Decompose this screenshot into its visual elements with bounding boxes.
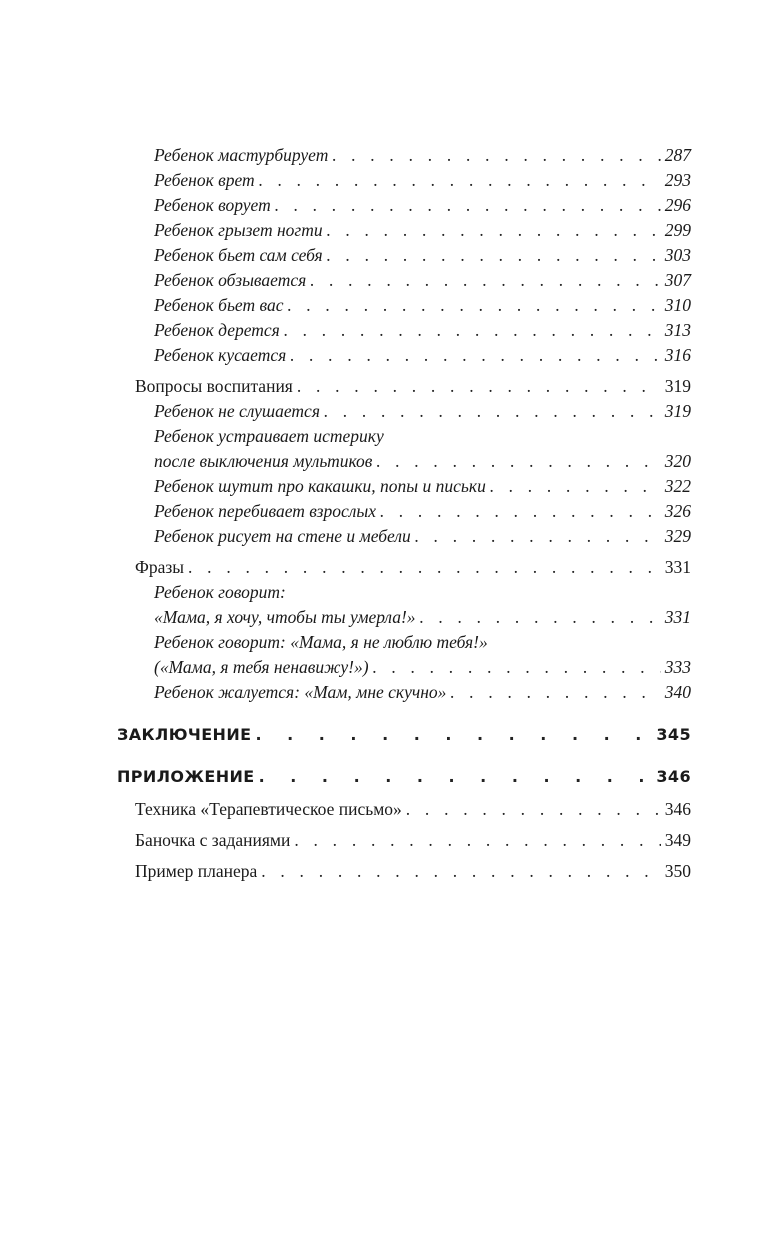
- dot-leader: [294, 828, 660, 852]
- toc-entry-title: Ребенок ворует: [154, 195, 271, 215]
- dot-leader: [490, 474, 661, 498]
- toc-entry-page: 326: [664, 501, 691, 521]
- toc-section-page: 331: [664, 557, 691, 577]
- dot-leader: [327, 218, 661, 242]
- toc-entry[interactable]: [154, 680, 691, 704]
- toc-entry-page: 322: [664, 476, 691, 496]
- toc-section-title: Пример планера: [135, 861, 258, 881]
- toc-section-phrases[interactable]: [135, 555, 691, 579]
- toc-entry-title: Ребенок врет: [154, 170, 255, 190]
- toc-entry[interactable]: [154, 218, 691, 242]
- dot-leader: [259, 168, 661, 192]
- toc-entry-first-line[interactable]: Ребенок устраивает истерику: [154, 426, 384, 446]
- toc-entry[interactable]: [154, 499, 691, 523]
- dot-leader: [450, 680, 660, 704]
- toc-entry-first-line[interactable]: Ребенок говорит: «Мама, я не люблю тебя!»: [154, 632, 488, 652]
- toc-section-page: 346: [664, 799, 691, 819]
- toc-section-appendix-item[interactable]: [135, 828, 691, 852]
- toc-chapter-page: 346: [656, 767, 691, 786]
- toc-entry[interactable]: [154, 143, 691, 167]
- dot-leader: [327, 243, 661, 267]
- toc-section-appendix-item[interactable]: [135, 859, 691, 883]
- toc-entry-page: 333: [664, 657, 691, 677]
- toc-entry-title: Ребенок дерется: [154, 320, 280, 340]
- toc-entry-page: 340: [664, 682, 691, 702]
- toc-section-upbringing[interactable]: [135, 374, 691, 398]
- toc-chapter-title: ПРИЛОЖЕНИЕ: [117, 767, 255, 786]
- toc-entry-page: 303: [664, 245, 691, 265]
- dot-leader: [332, 143, 660, 167]
- toc-entry[interactable]: [154, 449, 691, 473]
- toc-entry-page: 307: [664, 270, 691, 290]
- toc-entry-title: («Мама, я тебя ненавижу!»): [154, 657, 369, 677]
- toc-entry-page: 296: [664, 195, 691, 215]
- dot-leader: [188, 555, 661, 579]
- toc-entry-title: Ребенок перебивает взрослых: [154, 501, 376, 521]
- toc-entry-title: Ребенок грызет ногти: [154, 220, 323, 240]
- toc-entry-page: 319: [664, 401, 691, 421]
- toc-entry[interactable]: [154, 399, 691, 423]
- toc-entry[interactable]: [154, 268, 691, 292]
- toc-entry[interactable]: [154, 293, 691, 317]
- dot-leader: [255, 723, 652, 747]
- dot-leader: [406, 797, 661, 821]
- dot-leader: [261, 859, 661, 883]
- toc-entry-title: Ребенок бьет вас: [154, 295, 284, 315]
- toc-chapter-conclusion[interactable]: [117, 723, 691, 747]
- toc-section-appendix-item[interactable]: [135, 797, 691, 821]
- toc-entry[interactable]: [154, 318, 691, 342]
- toc-entry-title: после выключения мультиков: [154, 451, 373, 471]
- toc-entry-title: Ребенок кусается: [154, 345, 287, 365]
- toc-section-page: 319: [664, 376, 691, 396]
- toc-entry[interactable]: [154, 524, 691, 548]
- toc-chapter-page: 345: [656, 725, 691, 744]
- dot-leader: [420, 605, 661, 629]
- toc-entry[interactable]: [154, 474, 691, 498]
- toc-section-page: 350: [664, 861, 691, 881]
- toc-entry[interactable]: [154, 168, 691, 192]
- toc-section-page: 349: [664, 830, 691, 850]
- toc-entry-page: 313: [664, 320, 691, 340]
- dot-leader: [415, 524, 661, 548]
- toc-section-title: Вопросы воспитания: [135, 376, 293, 396]
- dot-leader: [380, 499, 661, 523]
- toc-entry-page: 293: [664, 170, 691, 190]
- toc-entry[interactable]: [154, 605, 691, 629]
- toc-chapter-appendix[interactable]: [117, 765, 691, 789]
- toc-entry-page: 329: [664, 526, 691, 546]
- toc-entry-page: 287: [664, 145, 691, 165]
- dot-leader: [290, 343, 661, 367]
- toc-entry-title: Ребенок не слушается: [154, 401, 320, 421]
- toc-entry-title: Ребенок рисует на стене и мебели: [154, 526, 411, 546]
- dot-leader: [284, 318, 661, 342]
- dot-leader: [287, 293, 660, 317]
- dot-leader: [310, 268, 661, 292]
- toc-entry-title: Ребенок мастурбирует: [154, 145, 329, 165]
- toc-entry[interactable]: [154, 343, 691, 367]
- toc-entry-title: Ребенок обзывается: [154, 270, 307, 290]
- toc-entry-title: Ребенок бьет сам себя: [154, 245, 323, 265]
- toc-entry[interactable]: [154, 243, 691, 267]
- dot-leader: [275, 193, 661, 217]
- dot-leader: [324, 399, 661, 423]
- toc-entry[interactable]: [154, 193, 691, 217]
- dot-leader: [297, 374, 661, 398]
- toc-entry-first-line[interactable]: Ребенок говорит:: [154, 582, 286, 602]
- toc-entry-page: 310: [664, 295, 691, 315]
- dot-leader: [373, 655, 661, 679]
- toc-section-title: Фразы: [135, 557, 185, 577]
- dot-leader: [259, 765, 653, 789]
- toc-entry-title: Ребенок жалуется: «Мам, мне скучно»: [154, 682, 447, 702]
- toc-entry-title: «Мама, я хочу, чтобы ты умерла!»: [154, 607, 416, 627]
- toc-entry-page: 316: [664, 345, 691, 365]
- toc-entry-page: 331: [664, 607, 691, 627]
- toc-chapter-title: ЗАКЛЮЧЕНИЕ: [117, 725, 252, 744]
- toc-entry-page: 320: [664, 451, 691, 471]
- dot-leader: [376, 449, 660, 473]
- toc-section-title: Техника «Терапевтическое письмо»: [135, 799, 402, 819]
- toc-section-title: Баночка с заданиями: [135, 830, 291, 850]
- toc-entry[interactable]: [154, 655, 691, 679]
- toc-entry-title: Ребенок шутит про какашки, попы и письки: [154, 476, 486, 496]
- toc-entry-page: 299: [664, 220, 691, 240]
